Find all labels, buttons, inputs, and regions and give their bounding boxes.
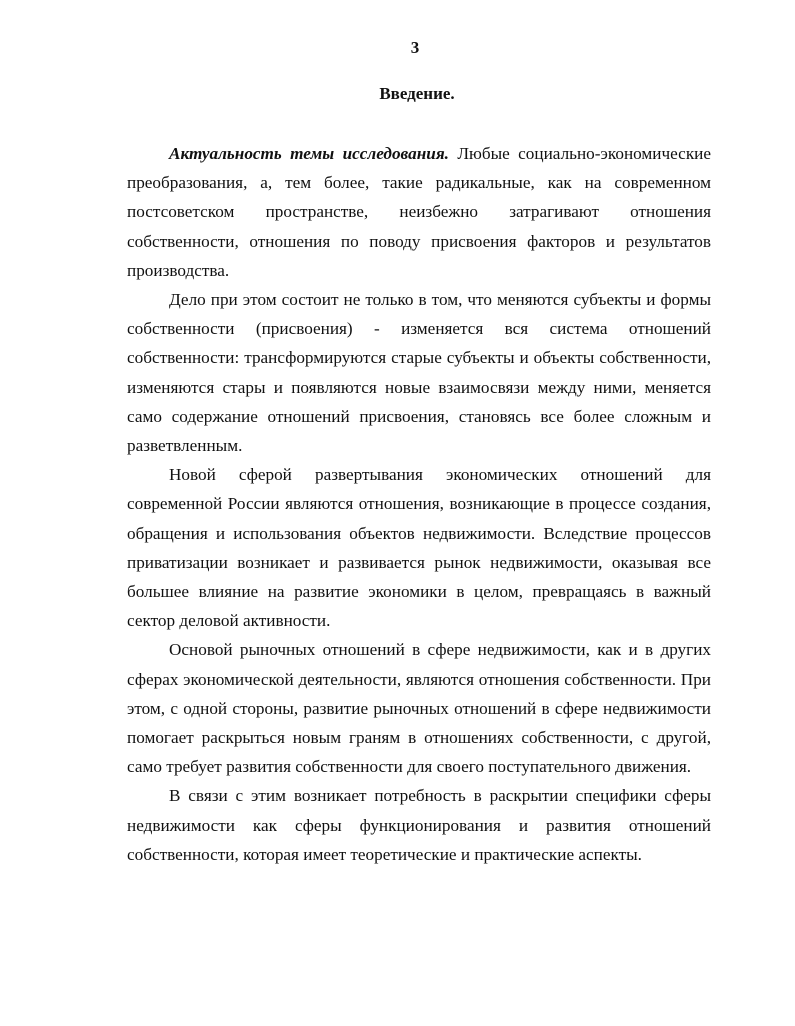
paragraph-property-system: Дело при этом состоит не только в том, что меняются субъекты и формы собственности (присвоения) - изменяется вся система отношений собственности: трансформируются старые субъекты и объекты собственности, изменяются стары и появляются новые взаимосвязи между ними, меняется само содержание отношений присвоения, становясь все более сложным и разветвленным. (127, 290, 711, 456)
body-text (127, 139, 711, 869)
paragraph-need-for-study: В связи с этим возникает потребность в раскрытии специфики сферы недвижимости как сферы функционирования и развития отношений собственности, которая имеет теоретические и практические аспекты. (127, 786, 711, 864)
paragraph-text: Любые социально-экономические преобразования, а, тем более, такие радикальные, как на современном постсоветском пространстве, неизбежно затрагивают отношения собственности, отношения по поводу присвоения факторов и результатов производства. (127, 144, 711, 280)
paragraph-lead-in: Актуальность темы исследования. (169, 144, 449, 163)
paragraph-real-estate-sphere: Новой сферой развертывания экономических отношений для современной России являются отношения, возникающие в процессе создания, обращения и использования объектов недвижимости. Вследствие процессов приватизации возникает и развивается рынок недвижимости, оказывая все большее влияние на развитие экономики в целом, превращаясь в важный сектор деловой активности. (127, 465, 711, 631)
paragraph-market-relations: Основой рыночных отношений в сфере недвижимости, как и в других сферах экономической деятельности, являются отношения собственности. При этом, с одной стороны, развитие рыночных отношений в сфере недвижимости помогает раскрыться новым граням в отношениях собственности, с другой, само требует развития собственности для своего поступательного движения. (127, 640, 711, 777)
section-title: Введение. (379, 84, 455, 103)
page-number: 3 (410, 38, 420, 57)
paragraph-relevance (127, 139, 711, 285)
